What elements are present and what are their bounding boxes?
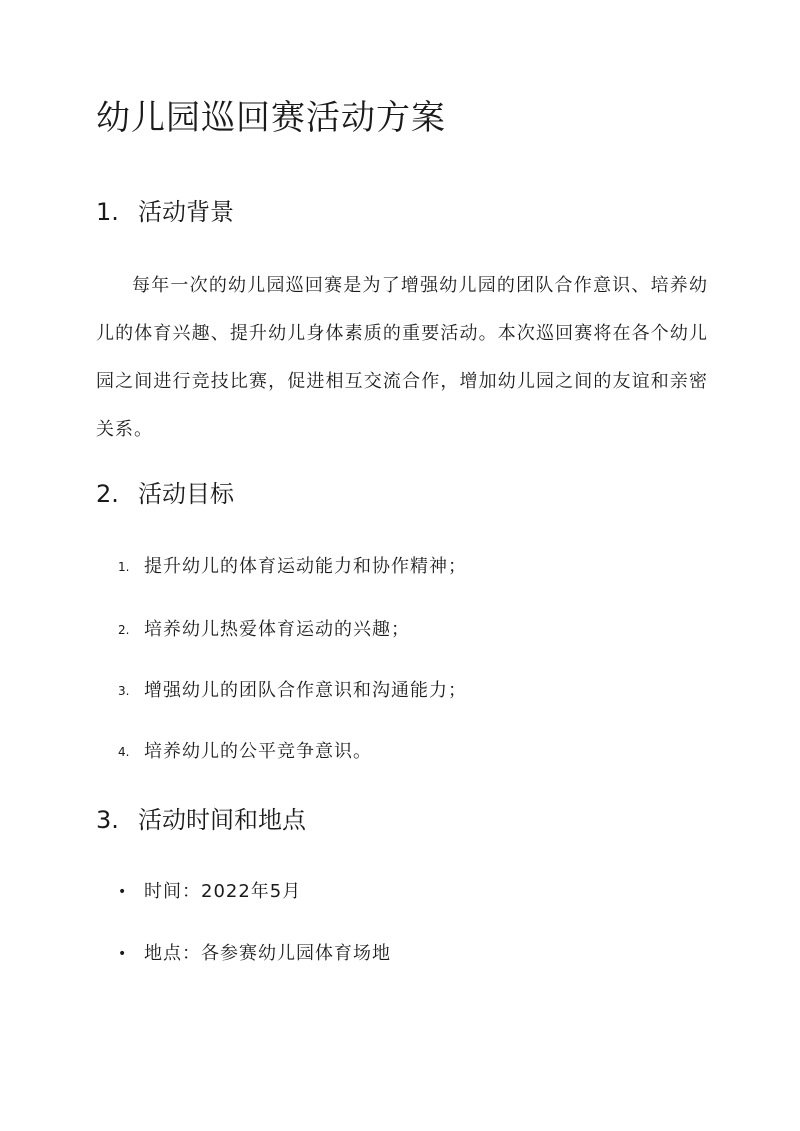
list-number: 4. <box>118 745 130 759</box>
list-number: 1. <box>118 560 130 574</box>
section-heading-background <box>96 196 234 228</box>
time-item <box>118 878 301 906</box>
list-item-text: 时间：2022年5月 <box>144 881 302 902</box>
goal-item-3 <box>118 677 467 705</box>
list-item-text: 提升幼儿的体育运动能力和协作精神； <box>144 556 467 577</box>
section-heading-goals <box>96 478 234 510</box>
list-item-text: 培养幼儿热爱体育运动的兴趣； <box>144 619 410 640</box>
section-heading-time-place <box>96 804 306 836</box>
section-number: 1. <box>96 198 119 226</box>
section-title: 活动目标 <box>138 480 234 508</box>
section-number: 3. <box>96 806 119 834</box>
list-item-text: 培养幼儿的公平竞争意识。 <box>144 741 372 762</box>
goal-item-4 <box>118 738 372 766</box>
list-number: 2. <box>118 623 130 637</box>
goal-item-1 <box>118 553 467 581</box>
section-number: 2. <box>96 480 119 508</box>
background-paragraph: 每年一次的幼儿园巡回赛是为了增强幼儿园的团队合作意识、培养幼儿的体育兴趣、提升幼儿身体素质的重要活动。本次巡回赛将在各个幼儿园之间进行竞技比赛，促进相互交流合作，增加幼儿园之间的友谊和亲密关系。 <box>96 275 708 440</box>
list-item-text: 地点：各参赛幼儿园体育场地 <box>144 943 391 964</box>
list-number: 3. <box>118 684 130 698</box>
document-title: 幼儿园巡回赛活动方案 <box>96 98 446 138</box>
bullet-marker: • <box>118 884 127 900</box>
section-title: 活动背景 <box>138 198 234 226</box>
place-item <box>118 940 391 968</box>
section-title: 活动时间和地点 <box>138 806 306 834</box>
list-item-text: 增强幼儿的团队合作意识和沟通能力； <box>144 680 467 701</box>
goal-item-2 <box>118 616 410 644</box>
bullet-marker: • <box>118 946 127 962</box>
